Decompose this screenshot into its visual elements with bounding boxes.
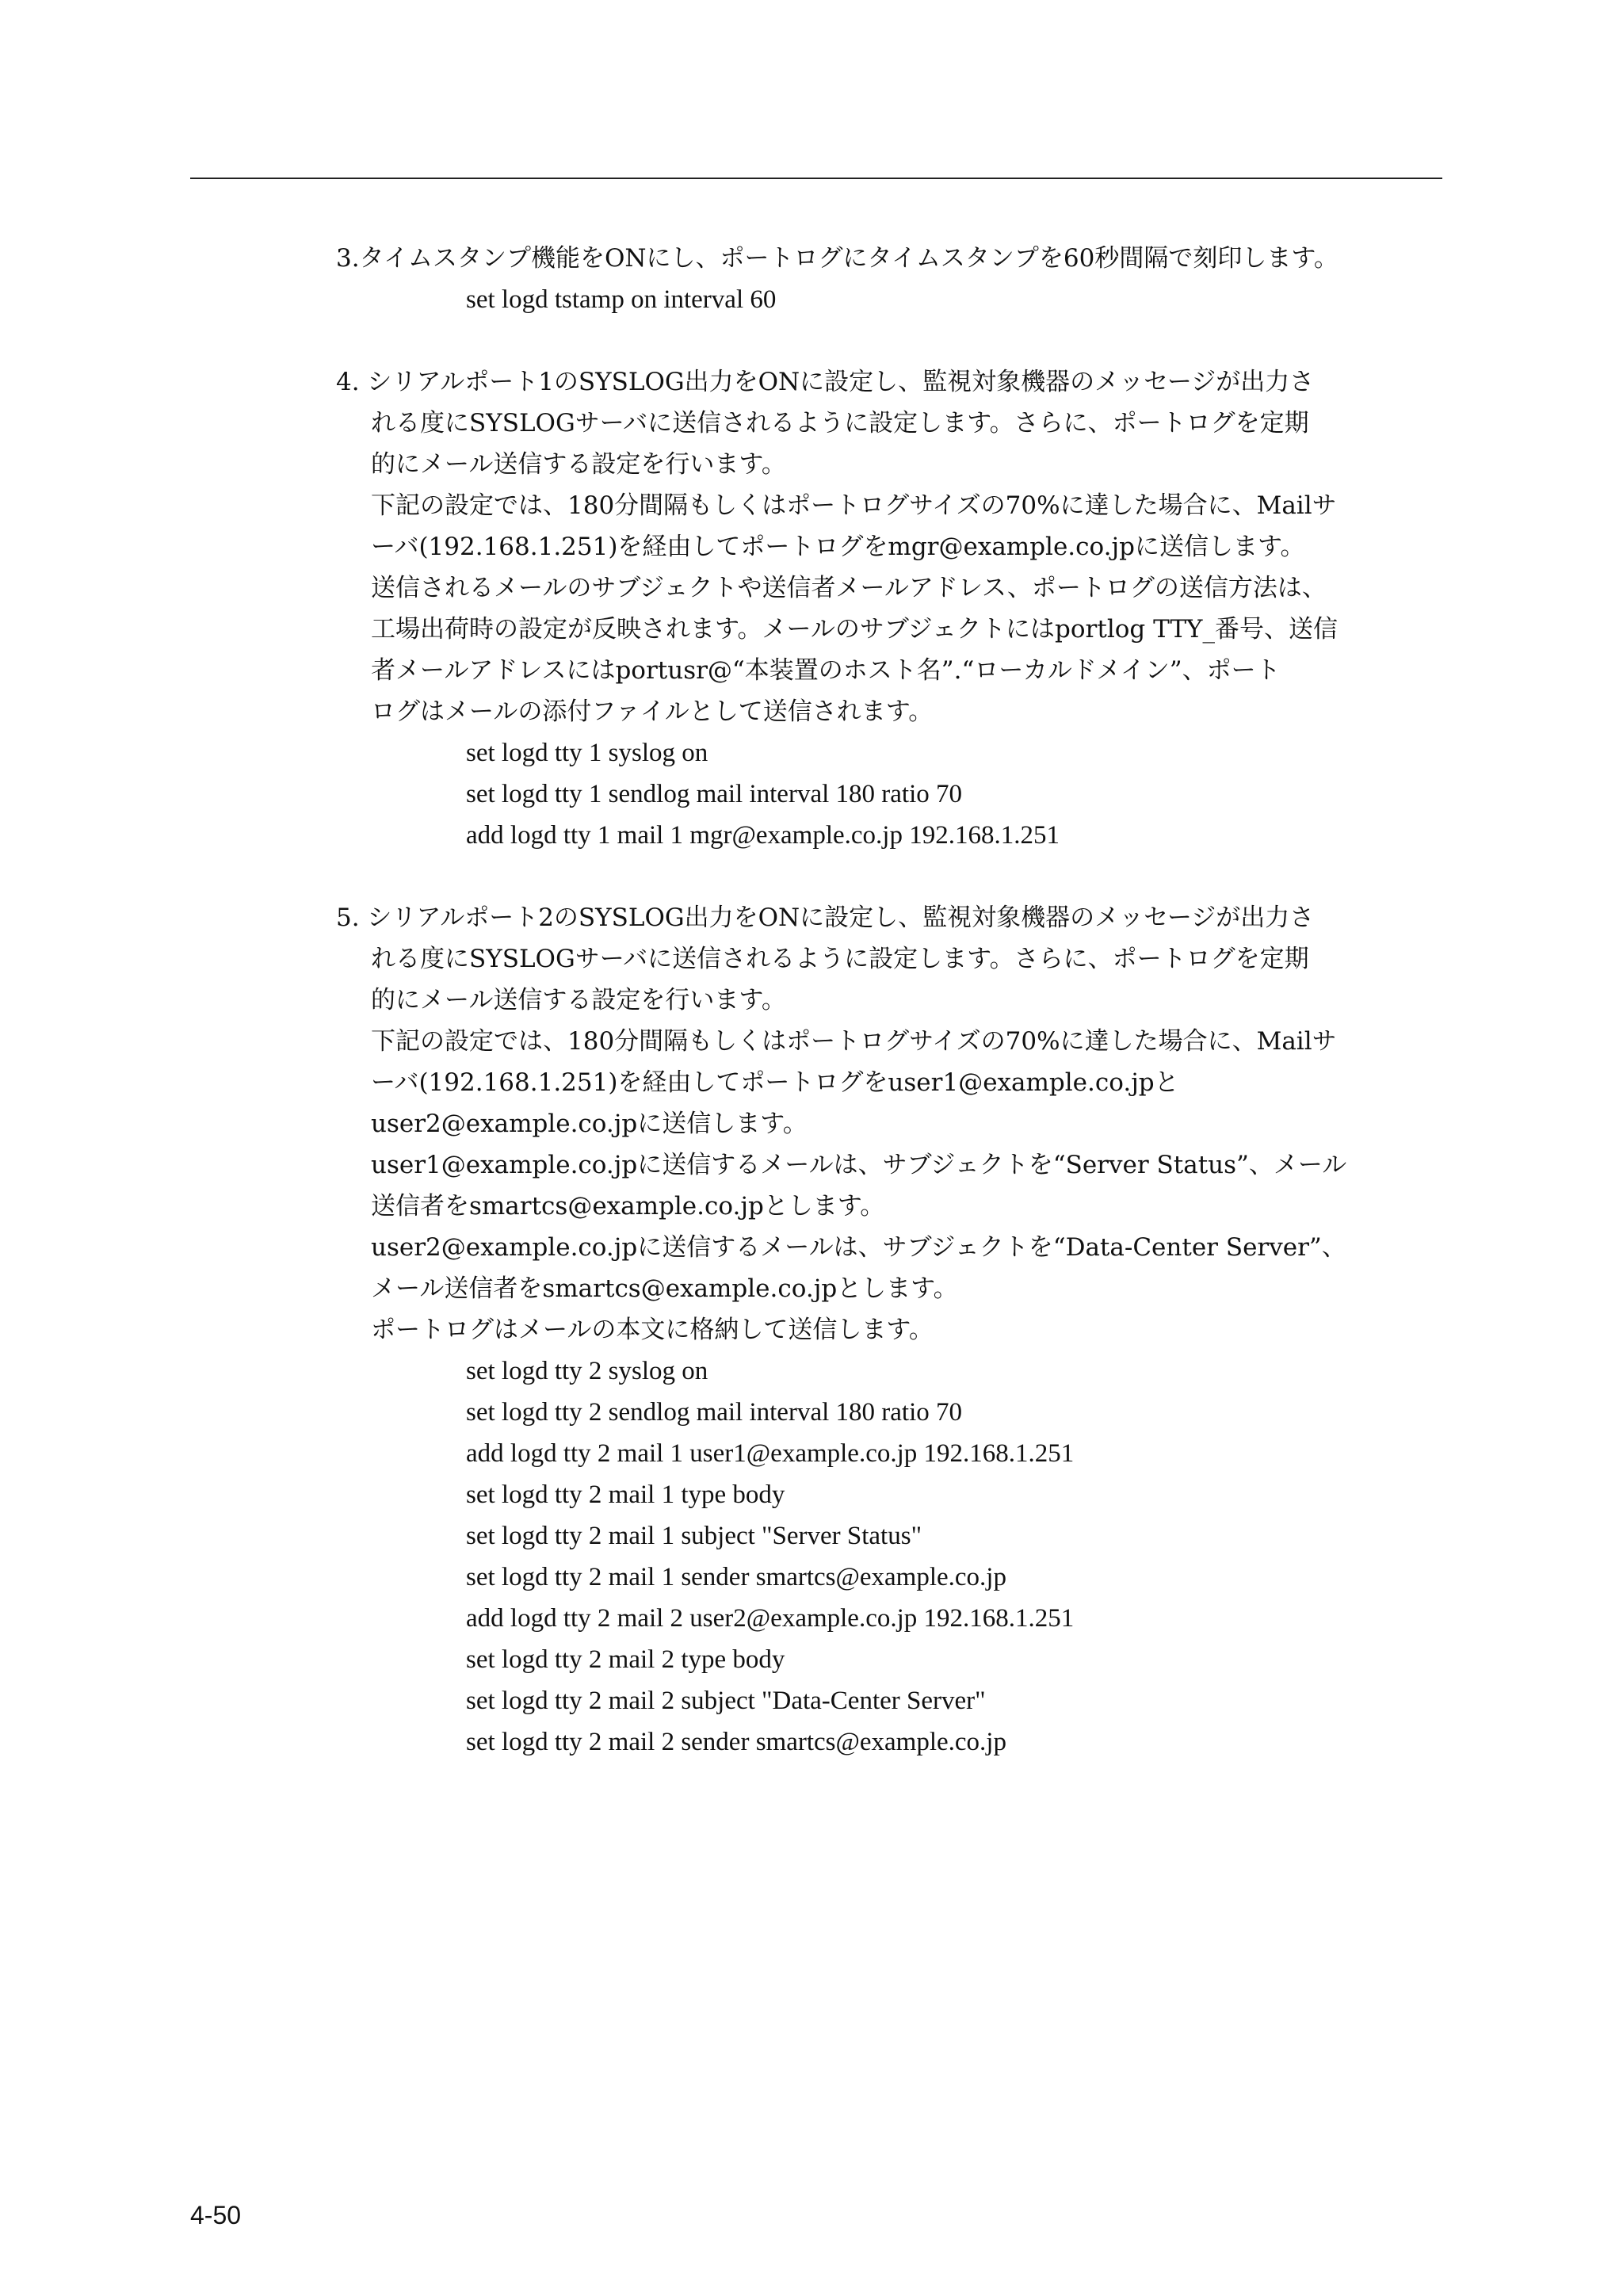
step4-line: 送信されるメールのサブジェクトや送信者メールアドレス、ポートログの送信方法は、	[371, 574, 1327, 602]
step5-line: user2@example.co.jpに送信するメールは、サブジェクトを“Data-Center Server”、	[371, 1233, 1346, 1262]
step5-line: メール送信者をsmartcs@example.co.jpとします。	[371, 1274, 958, 1303]
step5-line: 的にメール送信する設定を行います。	[371, 986, 786, 1014]
page-number: 4-50	[190, 2201, 242, 2229]
step4-line: ログはメールの添付ファイルとして送信されます。	[371, 697, 934, 726]
spacer	[336, 856, 1445, 897]
step5-line: user2@example.co.jpに送信します。	[371, 1110, 808, 1138]
header-rule	[190, 178, 1442, 179]
step5-line: 下記の設定では、180分間隔もしくはポートログサイズの70%に達した場合に、Mailサ	[371, 1027, 1337, 1056]
step5-command: set logd tty 2 sendlog mail interval 180 ratio 70	[466, 1398, 962, 1427]
page-content	[336, 238, 1445, 1763]
step5-command: set logd tty 2 syslog on	[466, 1357, 708, 1385]
spacer	[336, 320, 1445, 361]
step4-line: 4. シリアルポート1のSYSLOG出力をONに設定し、監視対象機器のメッセージが出力さ	[336, 368, 1315, 396]
step3-title: 3.タイムスタンプ機能をONにし、ポートログにタイムスタンプを60秒間隔で刻印します。	[336, 244, 1338, 273]
step4-line: 下記の設定では、180分間隔もしくはポートログサイズの70%に達した場合に、Mailサ	[371, 491, 1337, 520]
step5-line: ーバ(192.168.1.251)を経由してポートログをuser1@example.co.jpと	[371, 1068, 1179, 1097]
step3-command: set logd tstamp on interval 60	[466, 285, 777, 314]
step5-line: れる度にSYSLOGサーバに送信されるように設定します。さらに、ポートログを定期	[371, 945, 1309, 973]
step4-line: 工場出荷時の設定が反映されます。メールのサブジェクトにはportlog TTY_番号、送信	[371, 615, 1338, 644]
step5-command: set logd tty 2 mail 2 sender smartcs@example.co.jp	[466, 1728, 1006, 1756]
step4-command: set logd tty 1 syslog on	[466, 739, 708, 767]
step5-command: set logd tty 2 mail 2 subject "Data-Center Server"	[466, 1687, 986, 1715]
step5-command: add logd tty 2 mail 2 user2@example.co.jp 192.168.1.251	[466, 1604, 1075, 1633]
step5-line: 5. シリアルポート2のSYSLOG出力をONに設定し、監視対象機器のメッセージが出力さ	[336, 904, 1315, 932]
step5-line: ポートログはメールの本文に格納して送信します。	[371, 1316, 934, 1344]
step5-line: 送信者をsmartcs@example.co.jpとします。	[371, 1192, 885, 1221]
step4-line: れる度にSYSLOGサーバに送信されるように設定します。さらに、ポートログを定期	[371, 409, 1309, 437]
step5-command: set logd tty 2 mail 2 type body	[466, 1645, 785, 1674]
step4-command: add logd tty 1 mail 1 mgr@example.co.jp 192.168.1.251	[466, 821, 1060, 850]
step5-command: add logd tty 2 mail 1 user1@example.co.jp 192.168.1.251	[466, 1439, 1075, 1468]
step4-line: ーバ(192.168.1.251)を経由してポートログをmgr@example.co.jpに送信します。	[371, 533, 1305, 561]
step4-line: 的にメール送信する設定を行います。	[371, 450, 786, 479]
step5-command: set logd tty 2 mail 1 type body	[466, 1480, 785, 1509]
step5-command: set logd tty 2 mail 1 sender smartcs@example.co.jp	[466, 1563, 1006, 1591]
step4-line: 者メールアドレスにはportusr@“本装置のホスト名”.“ローカルドメイン”、ポート	[371, 656, 1281, 685]
step5-line: user1@example.co.jpに送信するメールは、サブジェクトを“Server Status”、メール	[371, 1151, 1347, 1179]
step5-command: set logd tty 2 mail 1 subject "Server Status"	[466, 1522, 922, 1550]
step4-command: set logd tty 1 sendlog mail interval 180 ratio 70	[466, 780, 962, 808]
